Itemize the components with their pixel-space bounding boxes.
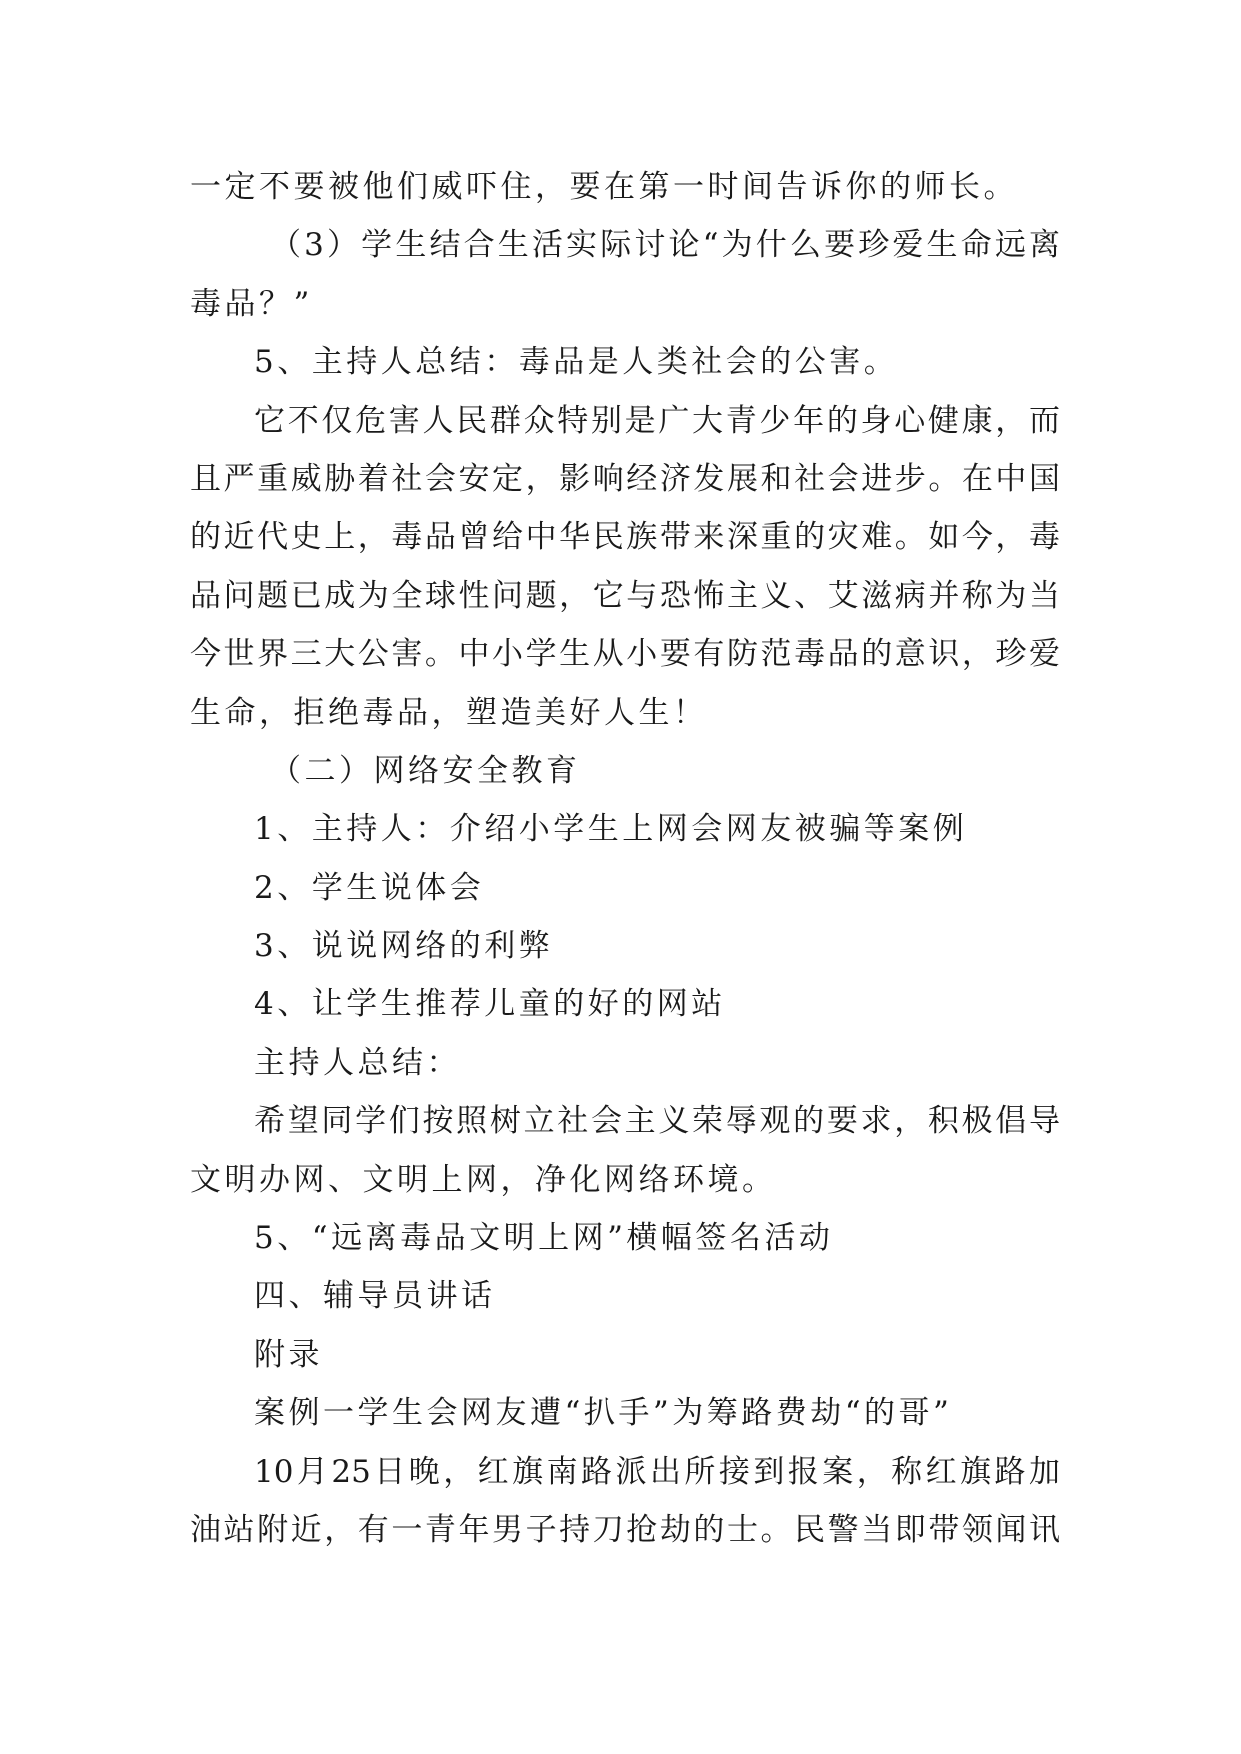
text-line: 5、主持人总结：毒品是人类社会的公害。 [254,344,899,381]
list-item: 5、“远离毒品文明上网”横幅签名活动 [254,1220,834,1257]
text-line: 10月25日晚，红旗南路派出所接到报案，称红旗路加 [254,1453,1060,1490]
section-heading: 四、辅导员讲话 [254,1278,496,1315]
text-line: 文明办网、文明上网，净化网络环境。 [190,1161,777,1198]
text-line: 毒品？” [190,285,313,322]
section-heading: 附录 [254,1336,323,1373]
text-line: 的近代史上，毒品曾给中华民族带来深重的灾难。如今，毒 [190,519,1060,556]
text-line: （3）学生结合生活实际讨论“为什么要珍爱生命远离 [270,227,1060,264]
text-line: 一定不要被他们威吓住，要在第一时间告诉你的师长。 [190,169,1018,205]
text-line: 希望同学们按照树立社会主义荣辱观的要求，积极倡导 [254,1103,1060,1140]
case-title: 案例一学生会网友遭“扒手”为筹路费劫“的哥” [254,1395,953,1432]
list-item: 3、说说网络的利弊 [254,928,554,965]
document-body [190,158,1060,1559]
list-item: 1、主持人：介绍小学生上网会网友被骗等案例 [254,811,968,848]
text-line: 品问题已成为全球性问题，它与恐怖主义、艾滋病并称为当 [190,577,1060,614]
list-item: 4、让学生推荐儿童的好的网站 [254,986,726,1023]
text-line: 生命，拒绝毒品，塑造美好人生！ [190,694,708,731]
section-heading: （二）网络安全教育 [270,752,581,789]
text-line: 油站附近，有一青年男子持刀抢劫的士。民警当即带领闻讯 [190,1511,1060,1548]
text-line: 且严重威胁着社会安定，影响经济发展和社会进步。在中国 [190,460,1060,497]
text-line: 主持人总结： [254,1044,461,1081]
text-line: 它不仅危害人民群众特别是广大青少年的身心健康，而 [254,402,1060,439]
list-item: 2、学生说体会 [254,869,485,906]
text-line: 今世界三大公害。中小学生从小要有防范毒品的意识，珍爱 [190,636,1060,673]
